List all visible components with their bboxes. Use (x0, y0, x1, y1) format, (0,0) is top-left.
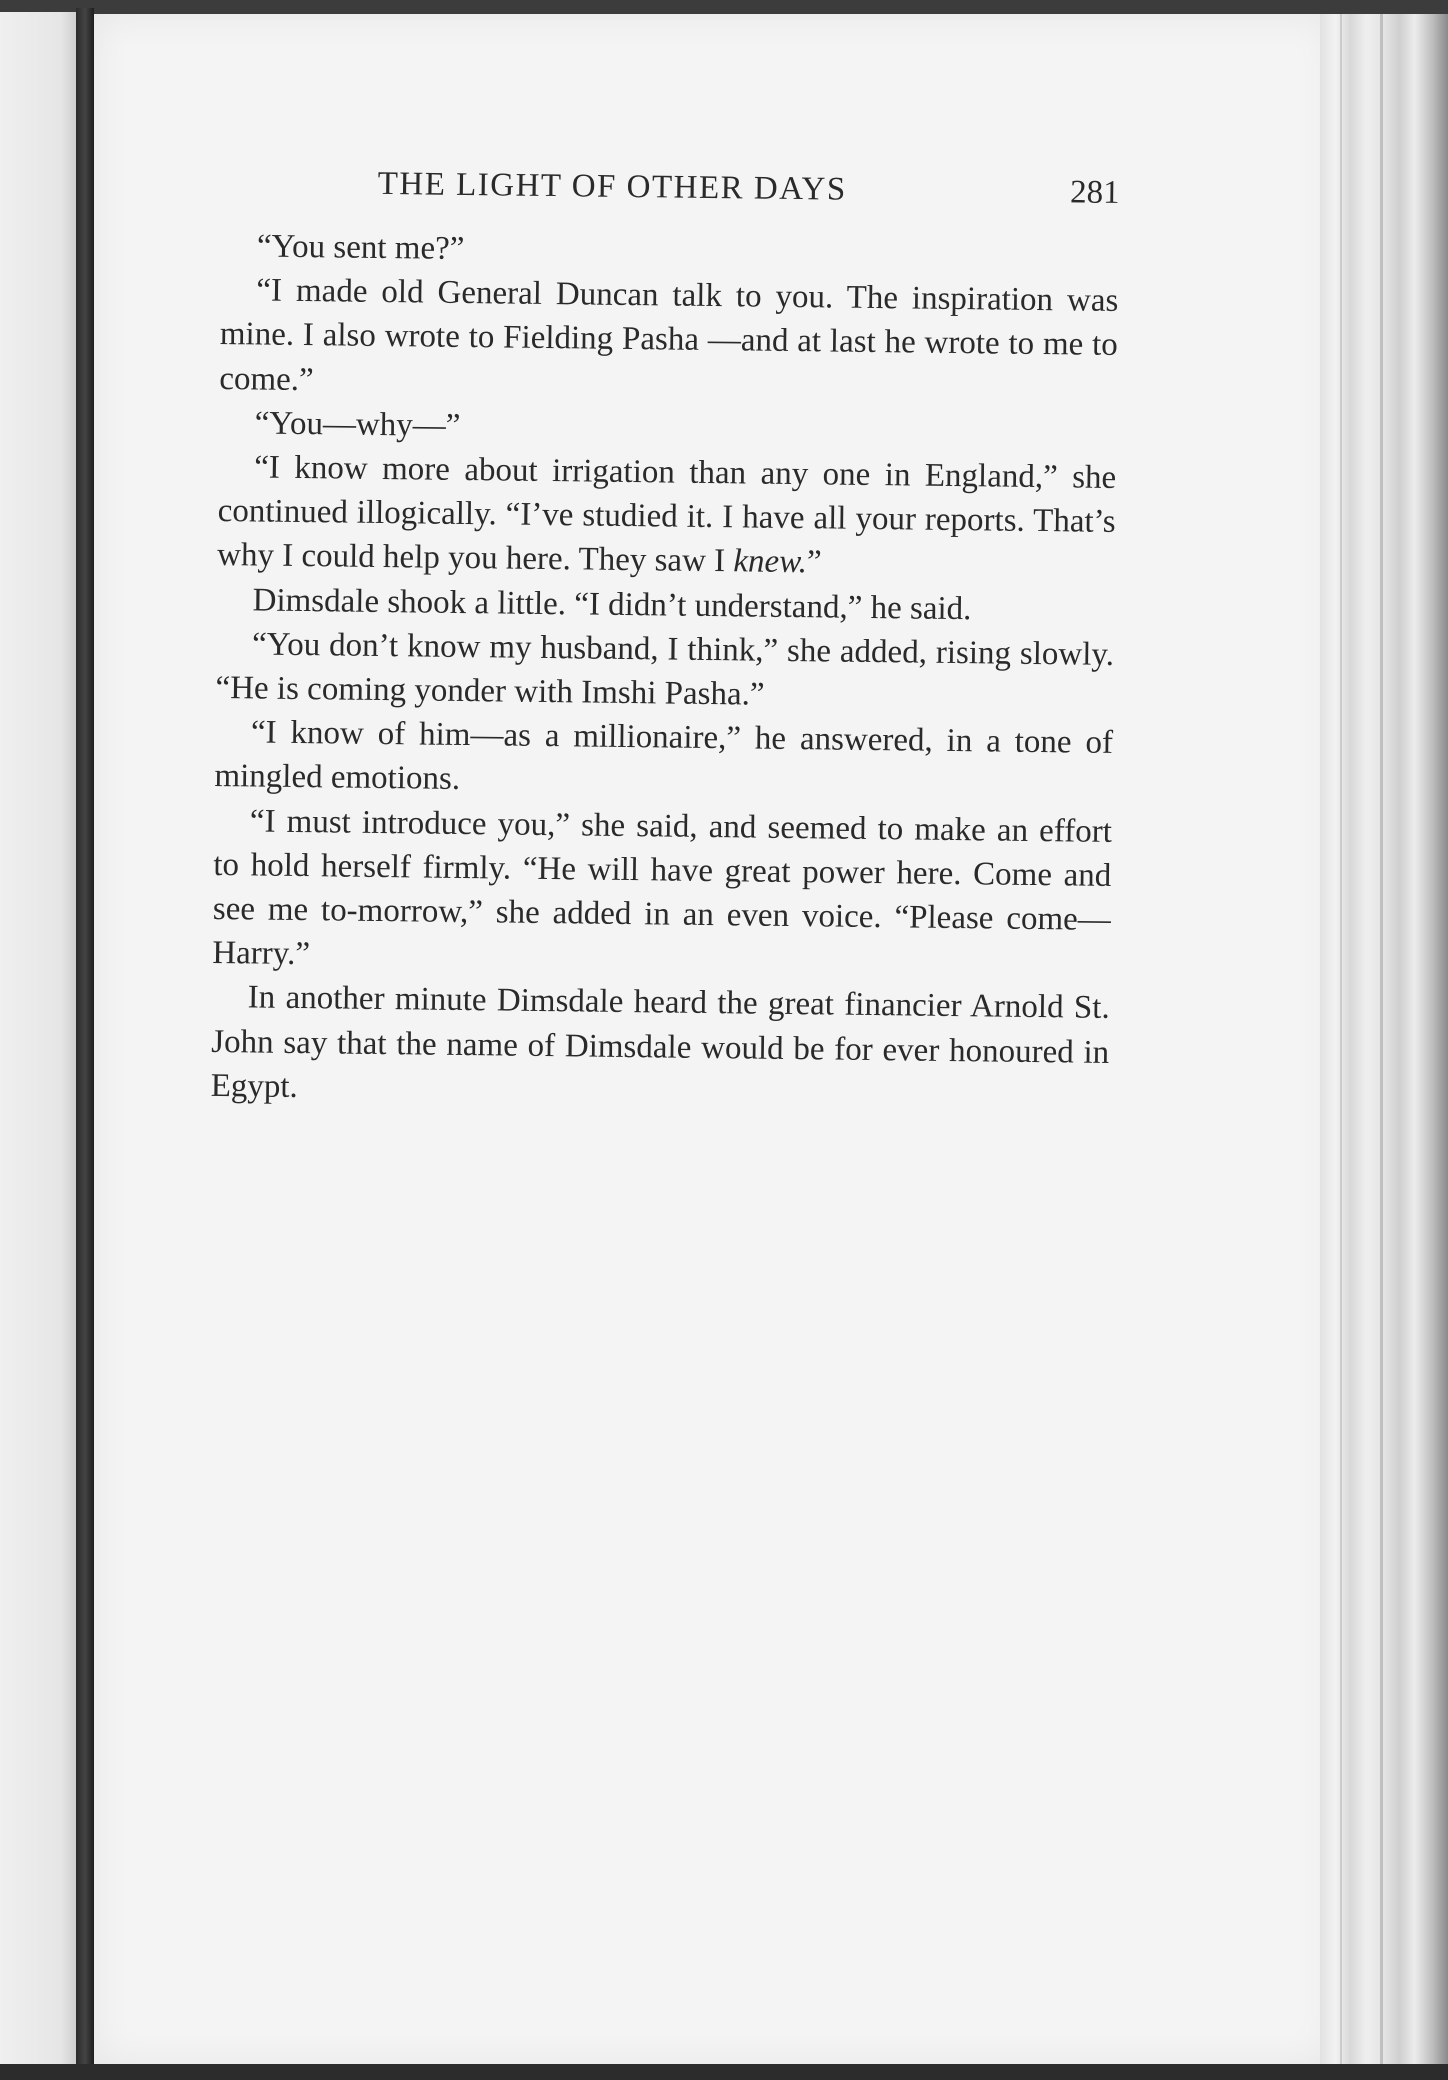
paragraph: “You—why—” (254, 405, 461, 444)
book-gutter (76, 8, 94, 2072)
page-fore-edge (1320, 14, 1448, 2064)
page-text-block (210, 160, 1120, 1119)
emphasized-word: knew. (733, 543, 808, 581)
paragraph-text: “I know more about irrigation than any one in England,” she continued illogically. “I’ve studied it. I have all your reports. That’s why I could help you here. They saw I (216, 449, 1117, 580)
running-title: THE LIGHT OF OTHER DAYS (377, 165, 847, 208)
paragraph: “You sent me?” (256, 228, 465, 267)
paragraph-text: ” (806, 544, 822, 581)
running-head (221, 160, 1120, 231)
paragraph: “I know of him—as a millionaire,” he answered, in a tone of mingled emotions. (214, 714, 1114, 798)
paragraph: “You don’t know my husband, I think,” she added, rising slowly. “He is coming yonder with Imshi Pasha.” (215, 626, 1115, 713)
paragraph (217, 445, 1117, 589)
page-number: 281 (1069, 174, 1120, 211)
edge-crease (1340, 14, 1342, 2064)
scanner-bed-top (0, 0, 1448, 14)
paragraph: Dimsdale shook a little. “I didn’t understand,” he said. (252, 582, 972, 627)
edge-crease (1380, 14, 1383, 2064)
paragraph: In another minute Dimsdale heard the great financier Arnold St. John say that the name of Dimsdale would be for ever honoured in Egypt. (210, 979, 1110, 1105)
scanner-bed-bottom (0, 2064, 1448, 2080)
paragraph: “I must introduce you,” she said, and seemed to make an effort to hold herself firmly. “He will have great power here. Come and see me to-morrow,” she added in an even voice. “Please come—Harry.” (212, 803, 1113, 973)
facing-page-edge (0, 12, 76, 2064)
paragraph: “I made old General Duncan talk to you. The inspiration was mine. I also wrote to Fielding Pasha —and at last he wrote to me to come.” (219, 272, 1119, 398)
